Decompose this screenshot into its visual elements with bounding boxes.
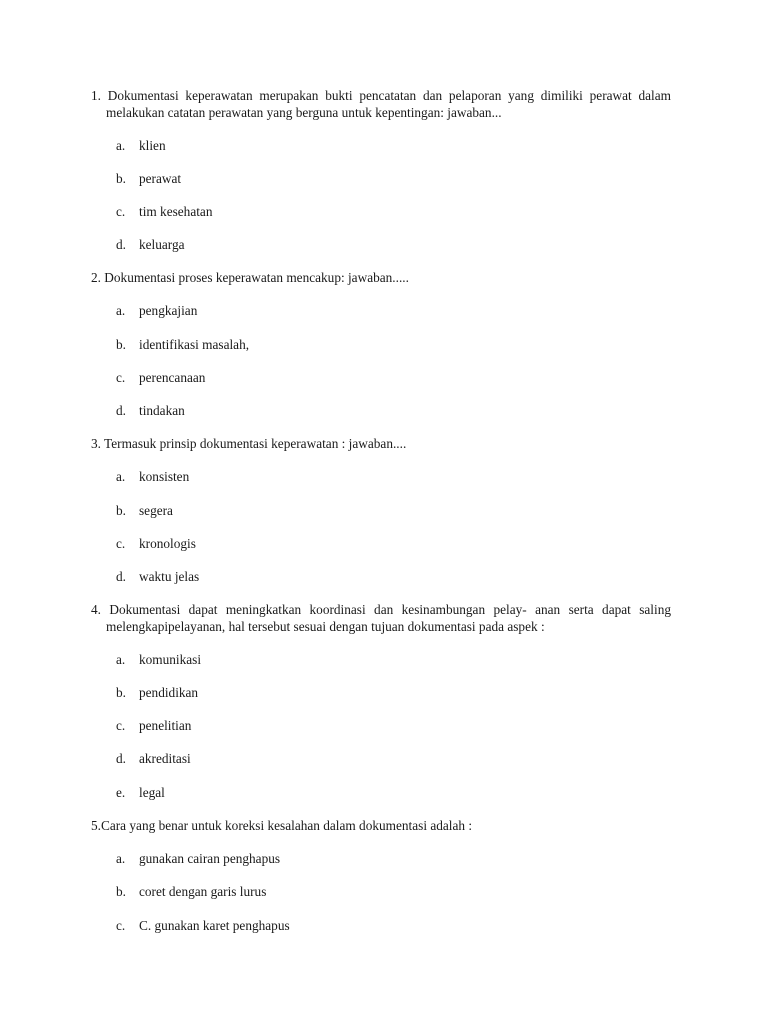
option-letter: c. [116,918,126,933]
question-4-option-e [116,784,165,801]
option-letter: d. [116,237,126,252]
option-text: tindakan [139,403,185,418]
question-4-option-b [116,684,198,701]
option-text: keluarga [139,237,185,252]
option-letter: a. [116,303,126,318]
question-2-option-c [116,369,205,386]
option-text: perawat [139,171,182,186]
question-2-line-1: 2. Dokumentasi proses keperawatan mencakup: jawaban..... [91,270,409,285]
question-2-option-a [116,302,197,319]
option-letter: b. [116,171,126,186]
option-text: gunakan cairan penghapus [139,851,281,866]
option-letter: d. [116,403,126,418]
option-text: penelitian [139,718,192,733]
question-1-option-d [116,236,185,253]
option-text: pengkajian [139,303,198,318]
question-5-option-b [116,883,266,900]
option-letter: e. [116,785,126,800]
option-text: komunikasi [139,652,202,667]
question-3-option-c [116,535,196,552]
option-text: coret dengan garis lurus [139,884,267,899]
option-letter: b. [116,337,126,352]
option-text: akreditasi [139,751,191,766]
option-text: segera [139,503,173,518]
option-text: legal [139,785,165,800]
question-1-line-1: 1. Dokumentasi keperawatan merupakan bukti pencatatan dan pelaporan yang dimiliki perawat dalam [91,88,671,103]
question-4 [91,601,671,635]
question-3-option-d [116,568,199,585]
question-1-line-2: melakukan catatan perawatan yang berguna untuk kepentingan: jawaban... [106,105,502,120]
option-text: kronologis [139,536,196,551]
question-4-option-a [116,651,201,668]
question-5-line-1: 5.Cara yang benar untuk koreksi kesalahan dalam dokumentasi adalah : [91,818,473,833]
option-letter: b. [116,884,126,899]
question-1 [91,87,671,121]
question-2 [91,269,671,286]
option-letter: c. [116,536,126,551]
question-1-option-c [116,203,212,220]
option-letter: d. [116,751,126,766]
option-text: tim kesehatan [139,204,213,219]
option-letter: b. [116,503,126,518]
question-1-option-a [116,137,166,154]
question-1-option-b [116,170,181,187]
question-4-line-1: 4. Dokumentasi dapat meningkatkan koordinasi dan kesinambungan pelay- anan serta dapat saling [91,602,671,617]
option-letter: c. [116,718,126,733]
option-text: waktu jelas [139,569,200,584]
option-text: klien [139,138,166,153]
option-letter: a. [116,469,126,484]
option-letter: c. [116,370,126,385]
question-3-line-1: 3. Termasuk prinsip dokumentasi keperawatan : jawaban.... [91,436,407,451]
question-4-option-c [116,717,191,734]
option-text: perencanaan [139,370,206,385]
option-text: identifikasi masalah, [139,337,250,352]
question-3-option-a [116,468,189,485]
question-4-line-2: melengkapipelayanan, hal tersebut sesuai dengan tujuan dokumentasi pada aspek : [106,619,545,634]
question-5 [91,817,671,834]
option-text: konsisten [139,469,190,484]
option-text: pendidikan [139,685,199,700]
option-letter: c. [116,204,126,219]
question-5-option-a [116,850,280,867]
option-text: C. gunakan karet penghapus [139,918,290,933]
question-4-option-d [116,750,191,767]
option-letter: a. [116,652,126,667]
option-letter: d. [116,569,126,584]
question-3-option-b [116,502,173,519]
option-letter: a. [116,851,126,866]
question-2-option-d [116,402,185,419]
option-letter: a. [116,138,126,153]
question-3 [91,435,671,452]
question-5-option-c [116,917,290,934]
question-2-option-b [116,336,249,353]
option-letter: b. [116,685,126,700]
